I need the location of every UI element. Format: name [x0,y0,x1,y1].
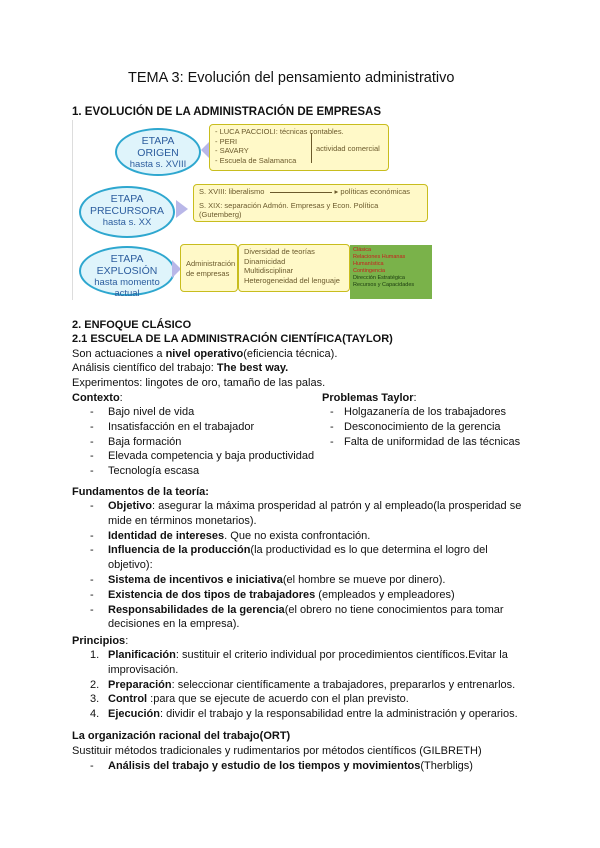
list-item: - Desconocimiento de la gerencia [330,420,520,435]
origen-item-3: - SAVARY [215,146,249,155]
escuela-6: Recursos y Capacidades [353,282,415,288]
box-precursora [193,184,428,222]
origen-l2: ORIGEN [137,147,179,159]
origen-item-4: - Escuela de Salamanca [215,155,297,165]
precursora-item-2: S. XIX: separación Admón. Empresas y Econ. Política [199,200,379,210]
ort-list [90,759,473,774]
explosion-item-3: Multidisciplinar [244,266,294,275]
precursora-item-3: (Gutemberg) [199,210,242,219]
list-item: - Falta de uniformidad de las técnicas [330,435,520,450]
precursora-l1: ETAPA [110,193,144,205]
fundamentos-list [90,499,530,632]
list-item: - Objetivo: asegurar la máxima prosperidad al patrón y al empleado(la prosperidad se mide en términos monetarios). [90,499,530,529]
escuela-4: Contingencia [353,268,386,274]
principios-list [90,648,530,722]
explosion-l3: hasta momento actual [94,277,160,299]
fundamentos-label: Fundamentos de la teoría: [72,486,209,498]
escuela-3: Humanística [353,261,384,267]
section-2-1-heading: 2.1 ESCUELA DE LA ADMINISTRACIÓN CIENTÍFICA(TAYLOR) [72,333,393,345]
list-item: - Elevada competencia y baja productividad [90,449,314,464]
list-item: - Insatisfacción en el trabajador [90,420,314,435]
list-item: - Influencia de la producción(la productividad es lo que determina el logro del objetivo): [90,543,530,573]
section-1-heading: 1. EVOLUCIÓN DE LA ADMINISTRACIÓN DE EMPRESAS [72,106,382,118]
paragraph-nivel-operativo: Son actuaciones a nivel operativo(eficiencia técnica). [72,348,338,360]
list-item: 1. Planificación: sustituir el criterio individual por procedimientos científicos.Evitar la improvisación. [90,649,508,676]
precursora-l3: hasta s. XX [102,217,152,228]
contexto-label: Contexto: [72,392,123,404]
list-item: - Análisis del trabajo y estudio de los tiempos y movimientos(Therbligs) [90,759,473,774]
list-item: - Responsabilidades de la gerencia(el obrero no tiene conocimientos para tomar decisiones en la empresa). [90,603,530,633]
precursora-l2: PRECURSORA [89,205,165,217]
origen-item-2: - PERI [215,136,238,146]
list-item: 3. Control :para que se ejecute de acuerdo con el plan previsto. [90,693,409,706]
oval-precursora [79,186,175,238]
list-item: - Tecnología escasa [90,464,314,479]
list-item: - Holgazanería de los trabajadores [330,405,520,420]
explosion-item-1: Diversidad de teorías [244,247,315,256]
paragraph-experimentos: Experimentos: lingotes de oro, tamaño de las palas. [72,377,326,389]
escuela-5: Dirección Estratégica [353,275,405,281]
explosion-item-4: Heterogeneidad del lenguaje [244,275,340,285]
origen-side: actividad comercial [316,144,380,153]
box-origen [209,124,389,171]
ort-heading: La organización racional del trabajo(ORT) [72,730,291,742]
list-item: - Baja formación [90,435,314,450]
escuela-2: Relaciones Humanas [353,254,406,260]
escuela-1: Clásica [353,247,372,253]
explosion-l1: ETAPA [110,253,144,265]
list-item: 4. Ejecución: dividir el trabajo y la responsabilidad entre la administración y operarios. [90,708,518,721]
box-explosion-items [238,244,350,292]
list-item: - Identidad de intereses. Que no exista confrontación. [90,529,530,544]
oval-explosion [79,246,175,299]
precursora-item-1: S. XVIII: liberalismo ▸ políticas económicas [199,187,411,196]
list-item: - Sistema de incentivos e iniciativa(el hombre se mueve por dinero). [90,573,530,588]
list-item: - Bajo nivel de vida [90,405,314,420]
box-escuelas [350,245,432,299]
explosion-item-2: Dinamicidad [244,256,286,266]
diagram-band-origen [73,120,432,180]
oval-origen [115,128,201,176]
origen-l3: hasta s. XVIII [129,159,187,170]
paragraph-best-way: Análisis científico del trabajo: The best way. [72,362,289,374]
list-item: - Existencia de dos tipos de trabajadores (empleados y empleadores) [90,588,530,603]
principios-label: Principios: [72,635,129,647]
contexto-list [90,405,314,479]
diagram-band-precursora [73,182,432,242]
list-item: 2. Preparación: seleccionar científicamente a trabajadores, prepararlos y entrenarlos. [90,678,516,691]
origen-item-1: - LUCA PACCIOLI: técnicas contables. [215,127,344,136]
arrow-precursora [176,200,188,218]
problemas-list [330,405,520,449]
origen-l1: ETAPA [141,135,175,147]
section-2-heading: 2. ENFOQUE CLÁSICO [72,319,192,331]
arrow-origen [201,142,209,158]
ort-paragraph: Sustituir métodos tradicionales y rudimentarios por métodos científicos (GILBRETH) [72,745,482,757]
explosion-l2: EXPLOSIÓN [96,265,158,277]
evolution-diagram [72,120,432,300]
problemas-label: Problemas Taylor: [322,392,417,404]
box-administracion: Administración de empresas [180,244,238,292]
page-title: TEMA 3: Evolución del pensamiento administrativo [128,70,455,86]
